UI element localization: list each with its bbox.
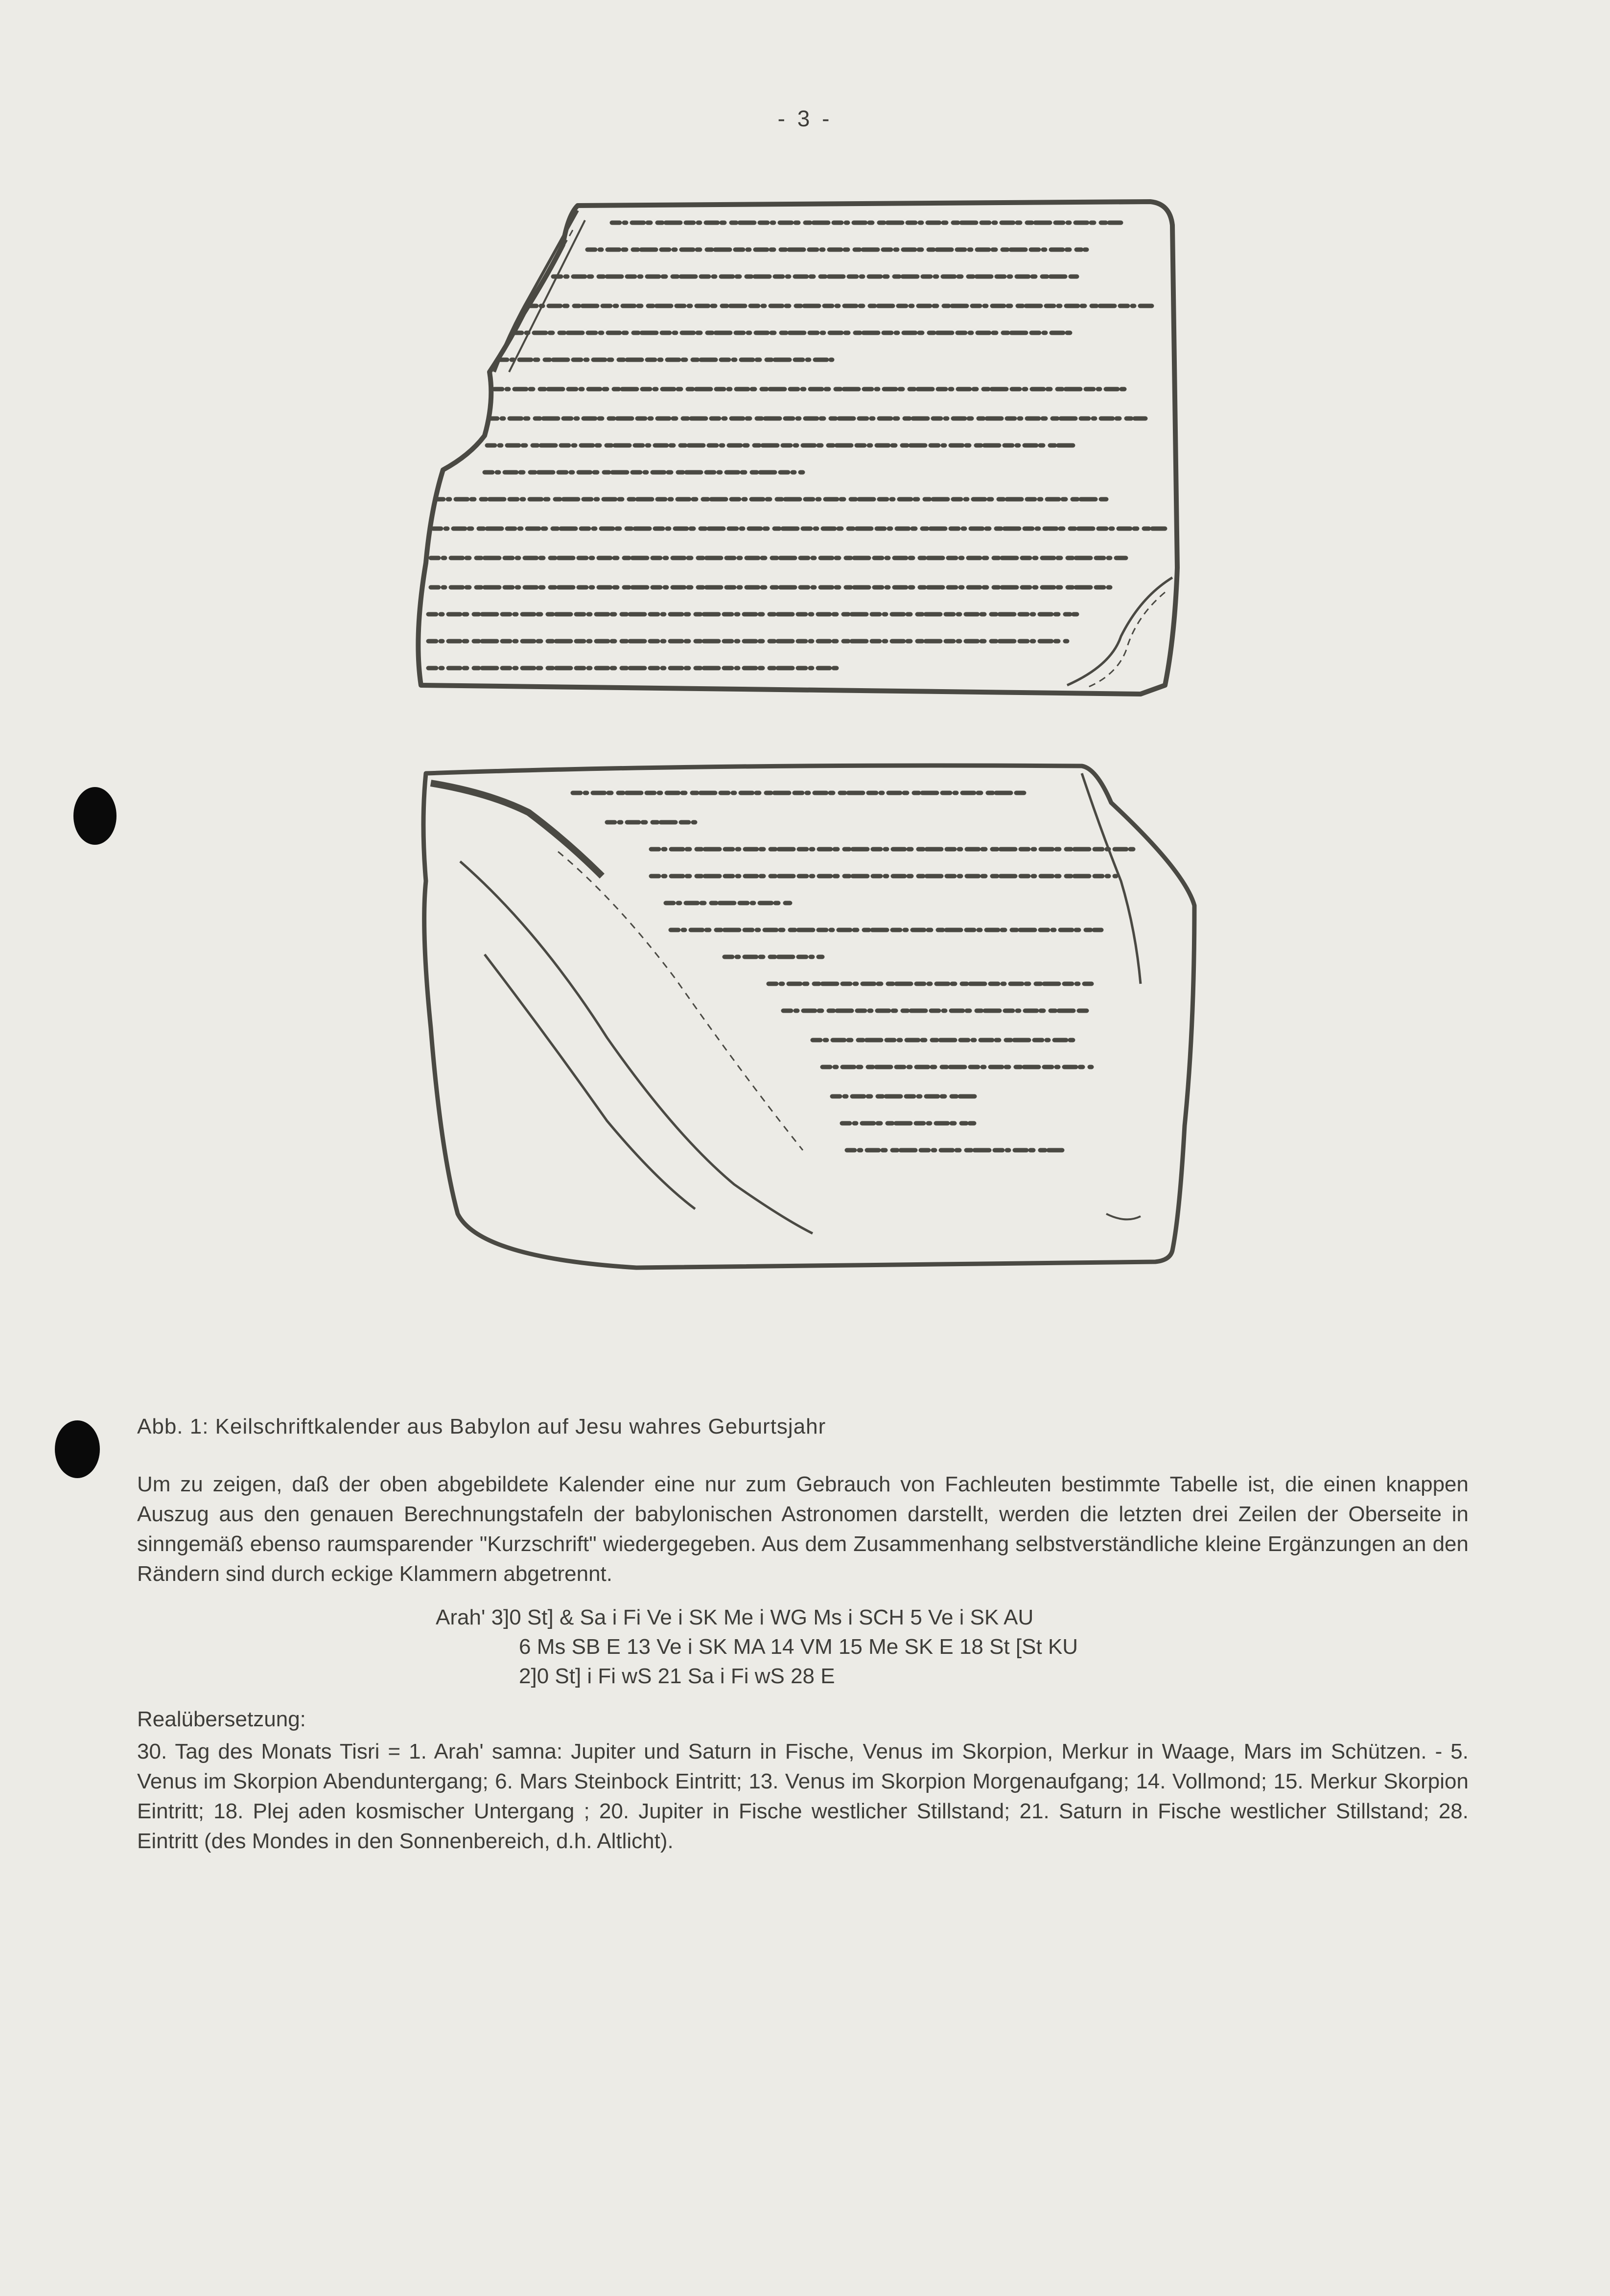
figure-caption: Abb. 1: Keilschriftkalender aus Babylon auf Jesu wahres Geburtsjahr	[137, 1415, 826, 1438]
translation-paragraph: 30. Tag des Monats Tisri = 1. Arah' samna: Jupiter und Saturn in Fische, Venus im Skorpion, Merkur in Waage, Mars im Schützen. - 5. Venus im Skorpion Abenduntergang; 6. Mars Steinbock Eintritt; 13. Venus im Skorpion Morgenaufgang; 14. Vollmond; 15. Merkur Skorpion Eintritt; 18. Plej aden kosmischer Untergang ; 20. Jupiter in Fische westlicher Stillstand; 21. Saturn in Fische westlicher Stillstand; 28. Eintritt (des Mondes in den Sonnenbereich, d.h. Altlicht).	[137, 1739, 1469, 1853]
intro-paragraph: Um zu zeigen, daß der oben abgebildete Kalender eine nur zum Gebrauch von Fachleuten bestimmte Tabelle ist, die einen knappen Auszug aus den genauen Berechnungstafeln der babylonischen Astronomen darstellt, werden die letzten drei Zeilen der Oberseite in sinngemäß ebenso raumsparender "Kurzschrift" wiedergegeben. Aus dem Zusammenhang selbstverständliche kleine Ergänzungen an den Rändern sind durch eckige Klammern abgetrennt.	[137, 1472, 1469, 1586]
page-number: - 3 -	[777, 106, 833, 131]
punch-hole-lower	[55, 1420, 100, 1478]
shorthand-line-1: Arah' 3]0 St] & Sa i Fi Ve i SK Me i WG Ms i SCH 5 Ve i SK AU	[436, 1605, 1034, 1629]
tablet-obverse-image	[418, 202, 1177, 694]
translation-heading: Realübersetzung:	[137, 1707, 306, 1731]
tablet-reverse-image	[423, 765, 1194, 1268]
shorthand-line-2: 6 Ms SB E 13 Ve i SK MA 14 VM 15 Me SK E 18 St [St KU	[519, 1635, 1078, 1659]
shorthand-line-3: 2]0 St] i Fi wS 21 Sa i Fi wS 28 E	[519, 1664, 835, 1688]
